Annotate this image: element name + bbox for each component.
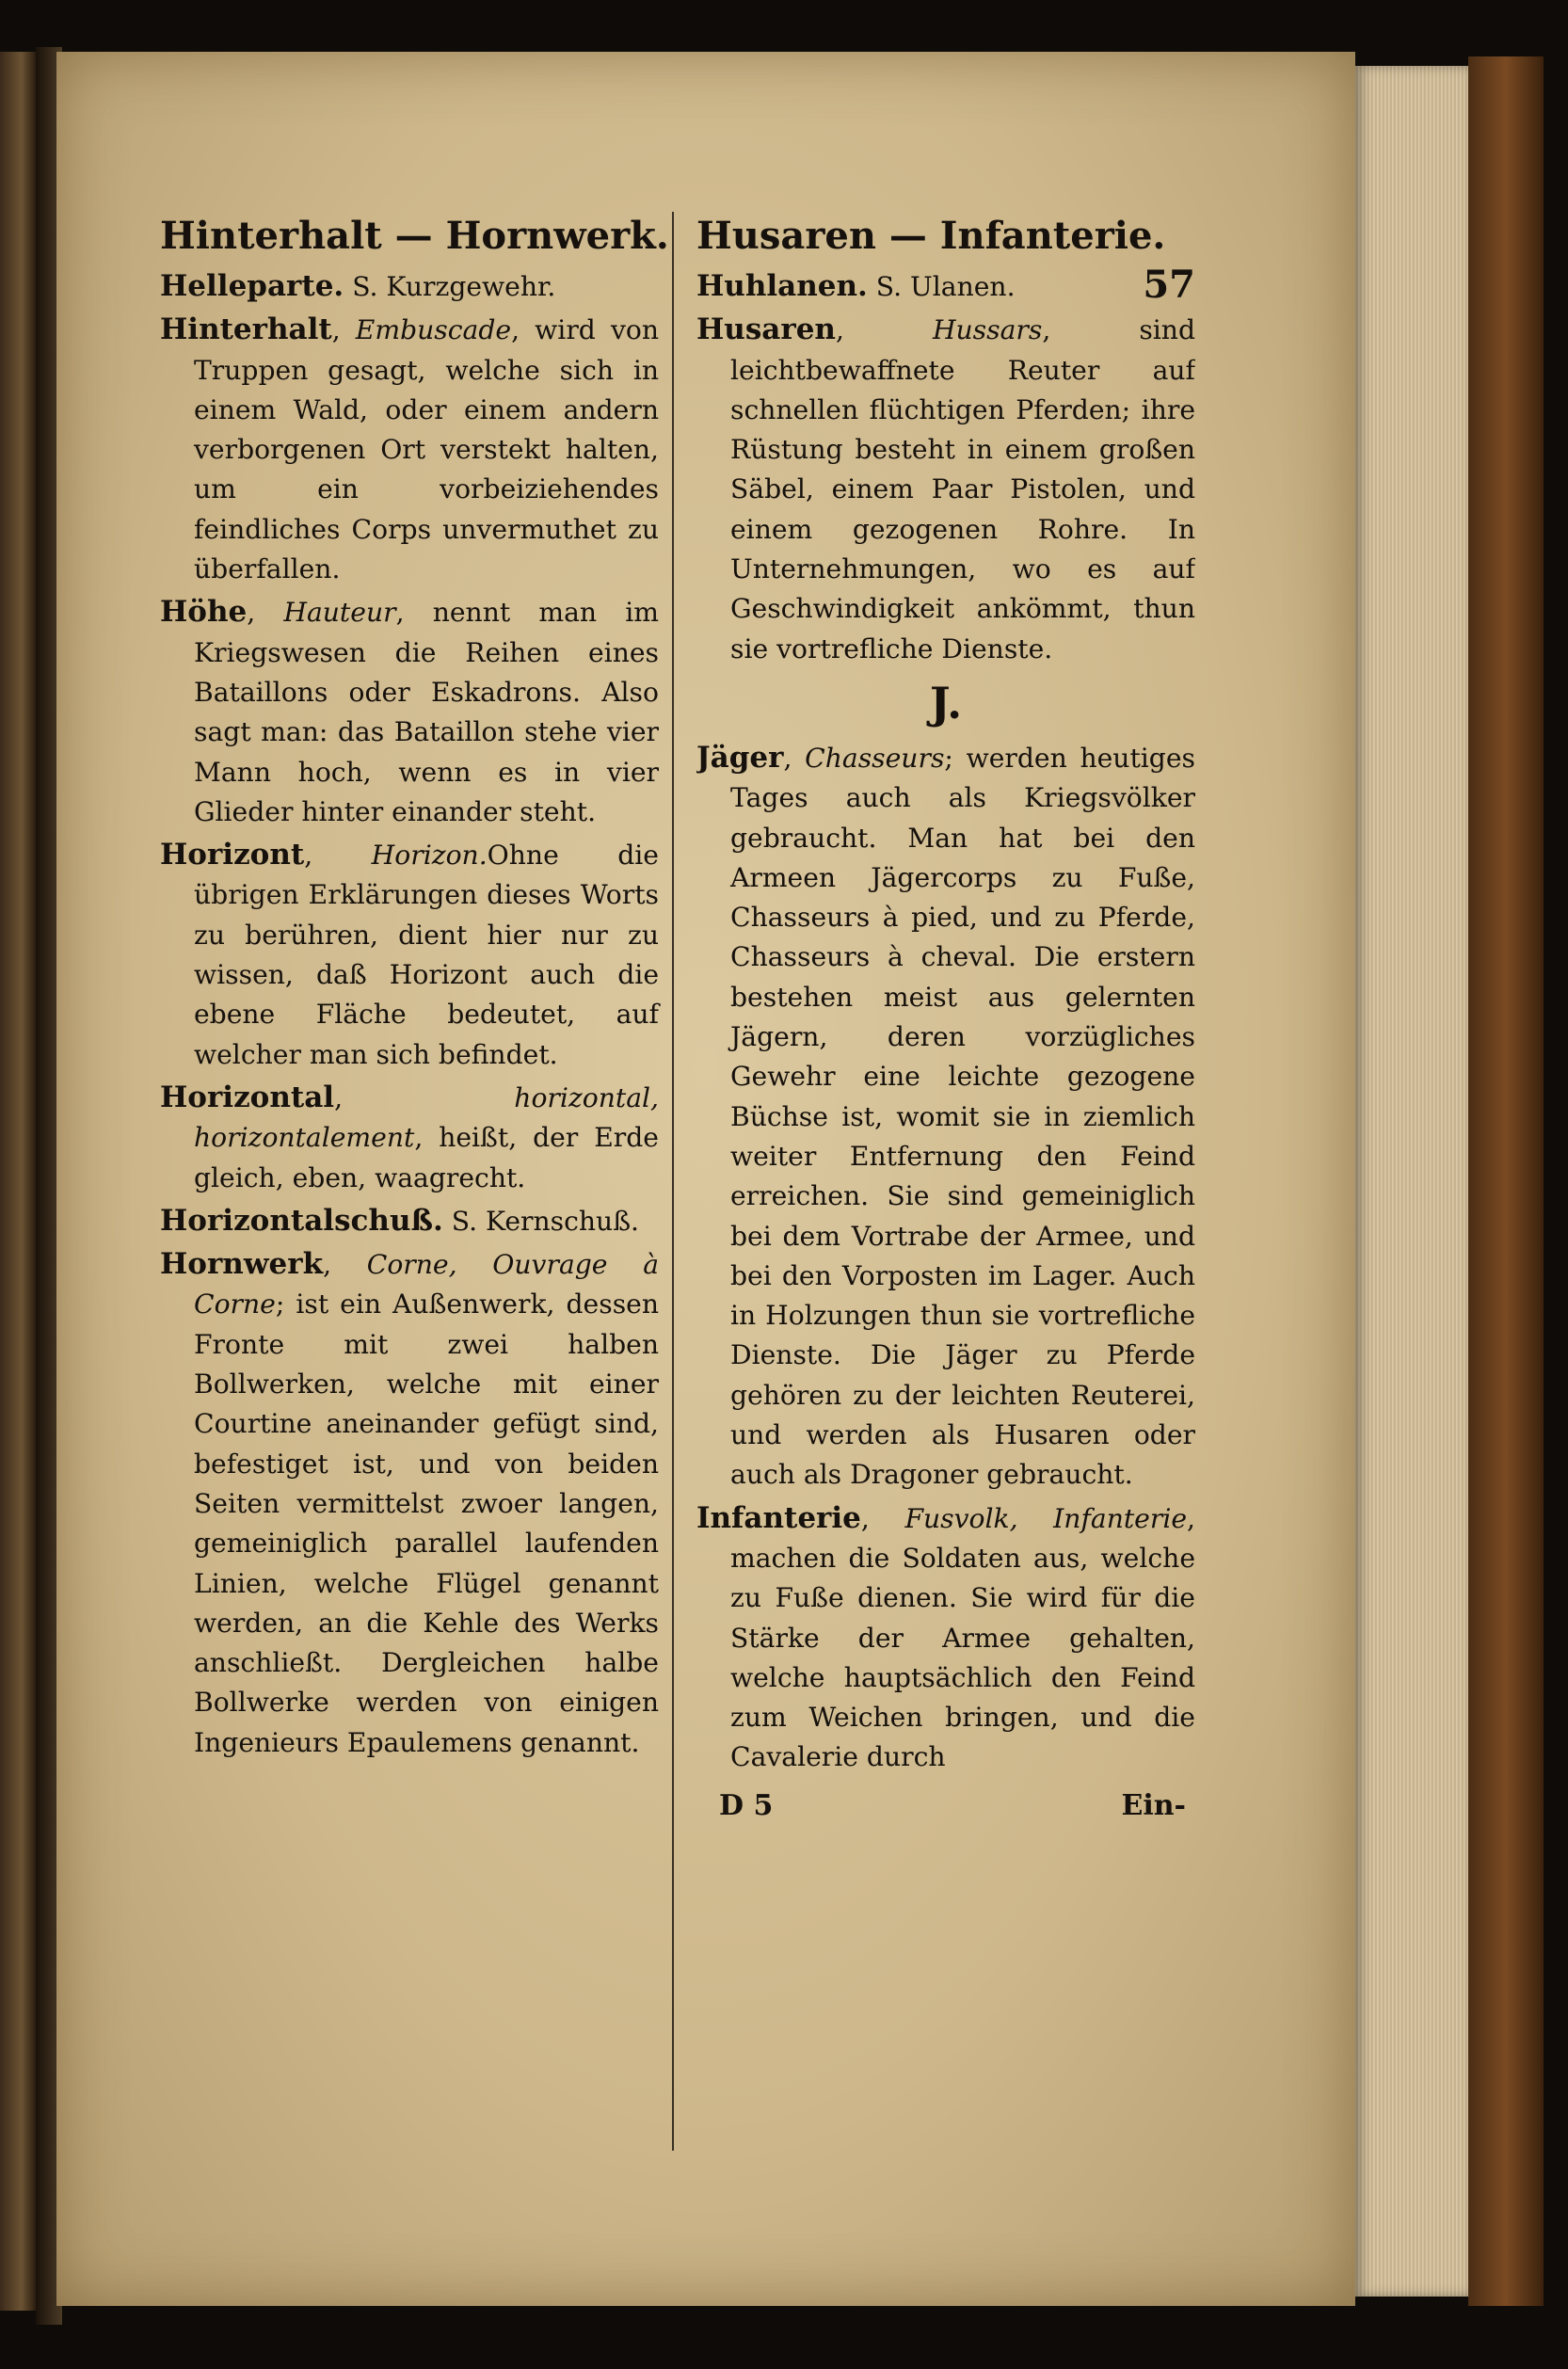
- entry-term: Horizont: [160, 838, 305, 872]
- page-edges: [1355, 66, 1468, 2297]
- dictionary-entry: Horizontal, horizontal, horizontalement, heißt, der Erde gleich, eben, waagrecht.: [160, 1080, 659, 1193]
- facing-page-edge: [0, 52, 36, 2311]
- entry-text: ; ist ein Außenwerk, dessen Fronte mit zwei halben Bollwerken, welche mit einer Courtine aneinander gefügt sind, befestiget ist, und von beiden Seiten vermittelst zwoer langen, gemeiniglich parallel laufenden Linien, welche Flügel genannt werden, an die Kehle des Werks anschließt. Dergleichen halbe Bollwerke werden von einigen Ingenieurs Epaulemens genannt.: [194, 1289, 659, 1758]
- catchword: Ein-: [1121, 1788, 1186, 1822]
- entry-term: Jäger: [696, 740, 784, 775]
- right-entries-before: [696, 266, 1195, 669]
- entry-gloss: Embuscade: [355, 314, 512, 346]
- dictionary-entry: Husaren, Hussars, sind leichtbewaffnete Reuter auf schnellen flüchtigen Pferden; ihre Rüstung besteht in einem großen Säbel, einem Paar Pistolen, und einem gezogenen Rohre. In Unternehmungen, wo es auf Geschwindigkeit ankömmt, thun sie vortrefliche Dienste.: [696, 312, 1195, 664]
- page-footer: [696, 1781, 1195, 1826]
- entry-gloss: Fusvolk, Infanterie: [904, 1502, 1188, 1534]
- entry-gloss: Horizon.: [371, 840, 488, 872]
- entry-text: Ohne die übrigen Erklärungen dieses Worts zu berühren, dient hier nur zu wissen, daß Horizont auch die ebene Fläche bedeutet, auf welcher man sich befindet.: [194, 840, 659, 1070]
- entry-text: , machen die Soldaten aus, welche zu Fuße dienen. Sie wird für die Stärke der Armee gehalten, welche hauptsächlich den Feind zum Weichen bringen, und die Cavalerie durch: [730, 1502, 1195, 1773]
- entry-term: Hornwerk: [160, 1247, 324, 1282]
- left-column: [160, 212, 674, 2151]
- dictionary-entry: [160, 266, 659, 307]
- text-columns: [160, 212, 1195, 2160]
- entry-text: S. Kernschuß.: [451, 1205, 639, 1237]
- entry-text: S. Ulanen.: [875, 271, 1016, 302]
- entry-gloss: Corne, Ouvrage à Corne: [194, 1249, 659, 1321]
- entry-gloss: Chasseurs: [805, 742, 945, 774]
- entry-text: , nennt man im Kriegswesen die Reihen eines Bataillons oder Eskadrons. Also sagt man: das Bataillon stehe vier Mann hoch, wenn es in vier Glieder hinter einander steht.: [194, 597, 659, 827]
- section-letter: J.: [929, 677, 963, 728]
- dictionary-entry: [696, 266, 1195, 307]
- dictionary-entry: Jäger, Chasseurs; werden heutiges Tages auch als Kriegsvölker gebraucht. Man hat bei den Armeen Jägercorps zu Fuße, Chasseurs à pied, und zu Pferde, Chasseurs à cheval. Die erstern bestehen meist aus gelernten Jägern, deren vorzügliches Gewehr eine leichte gezogene Büchse ist, womit sie in ziemlich weiter Entfernung den Feind erreichen. Sie sind gemeiniglich bei dem Vortrabe der Armee, und bei den Vorposten im Lager. Auch in Holzungen thun sie vortrefliche Dienste. Die Jäger zu Pferde gehören zu der leichten Reuterei, und werden als Husaren oder auch als Dragoner gebraucht.: [696, 740, 1195, 1491]
- entry-term: Infanterie: [696, 1500, 861, 1535]
- left-entries: [160, 266, 659, 1763]
- entry-text: , sind leichtbewaffnete Reuter auf schnellen flüchtigen Pferden; ihre Rüstung besteht in einem großen Säbel, einem Paar Pistolen, und einem gezogenen Rohre. In Unternehmungen, wo es auf Geschwindigkeit ankömmt, thun sie vortrefliche Dienste.: [730, 314, 1195, 664]
- entry-gloss: horizontal, horizontalement: [194, 1081, 659, 1154]
- page-number: 57: [1143, 263, 1195, 307]
- book-cover-board: [1468, 56, 1544, 2306]
- dictionary-entry: Infanterie, Fusvolk, Infanterie, machen die Soldaten aus, welche zu Fuße dienen. Sie wird für die Stärke der Armee gehalten, welche hauptsächlich den Feind zum Weichen bringen, und die Cavalerie durch: [696, 1500, 1195, 1773]
- dictionary-entry: Horizont, Horizon.Ohne die übrigen Erklärungen dieses Worts zu berühren, dient hier nur zu wissen, daß Horizont auch die ebene Fläche bedeutet, auf welcher man sich befindet.: [160, 838, 659, 1070]
- entry-text: , wird von Truppen gesagt, welche sich in einem Wald, oder einem andern verborgenen Ort verstekt halten, um ein vorbeiziehendes feindliches Corps unvermuthet zu überfallen.: [194, 314, 660, 585]
- entry-text: , heißt, der Erde gleich, eben, waagrecht.: [194, 1122, 659, 1193]
- running-head-left: Hinterhalt — Hornwerk.: [160, 214, 669, 258]
- entry-text: ; werden heutiges Tages auch als Kriegsvölker gebraucht. Man hat bei den Armeen Jägercorps zu Fuße, Chasseurs à pied, und zu Pferde, Chasseurs à cheval. Die erstern bestehen meist aus gelernten Jägern, deren vorzügliches Gewehr eine leichte gezogene Büchse ist, womit sie in ziemlich weiter Entfernung den Feind erreichen. Sie sind gemeiniglich bei dem Vortrabe der Armee, und bei den Vorposten im Lager. Auch in Holzungen thun sie vortrefliche Dienste. Die Jäger zu Pferde gehören zu der leichten Reuterei, und werden als Husaren oder auch als Dragoner gebraucht.: [730, 742, 1195, 1491]
- entry-gloss: Hussars: [932, 314, 1043, 346]
- entry-term: Horizontalschuß.: [160, 1203, 443, 1238]
- dictionary-entry: Hinterhalt, Embuscade, wird von Truppen gesagt, welche sich in einem Wald, oder einem andern verborgenen Ort verstekt halten, um ein vorbeiziehendes feindliches Corps unvermuthet zu überfallen.: [160, 312, 660, 585]
- right-column: [696, 212, 1195, 2151]
- entry-term: Höhe: [160, 595, 248, 630]
- running-head-right-text: Husaren — Infanterie.: [696, 214, 1166, 258]
- dictionary-entry: Höhe, Hauteur, nennt man im Kriegswesen die Reihen eines Bataillons oder Eskadrons. Also sagt man: das Bataillon stehe vier Mann hoch, wenn es in vier Glieder hinter einander steht.: [160, 595, 659, 827]
- signature-mark: D 5: [719, 1788, 774, 1822]
- entry-gloss: Hauteur: [283, 597, 396, 629]
- dictionary-entry: [160, 1201, 659, 1241]
- entry-term: Hinterhalt: [160, 312, 332, 347]
- entry-term: Husaren: [696, 312, 836, 347]
- entry-term: Huhlanen.: [696, 269, 868, 303]
- entry-term: Helleparte.: [160, 269, 344, 303]
- entry-text: S. Kurzgewehr.: [352, 271, 556, 302]
- dictionary-entry: Hornwerk, Corne, Ouvrage à Corne; ist ein Außenwerk, dessen Fronte mit zwei halben Bollwerken, welche mit einer Courtine aneinander gefügt sind, befestiget ist, und von beiden Seiten vermittelst zwoer langen, gemeiniglich parallel laufenden Linien, welche Flügel genannt werden, an die Kehle des Werks anschließt. Dergleichen halbe Bollwerke werden von einigen Ingenieurs Epaulemens genannt.: [160, 1247, 659, 1758]
- entry-term: Horizontal: [160, 1080, 335, 1114]
- right-entries-after: [696, 738, 1195, 1778]
